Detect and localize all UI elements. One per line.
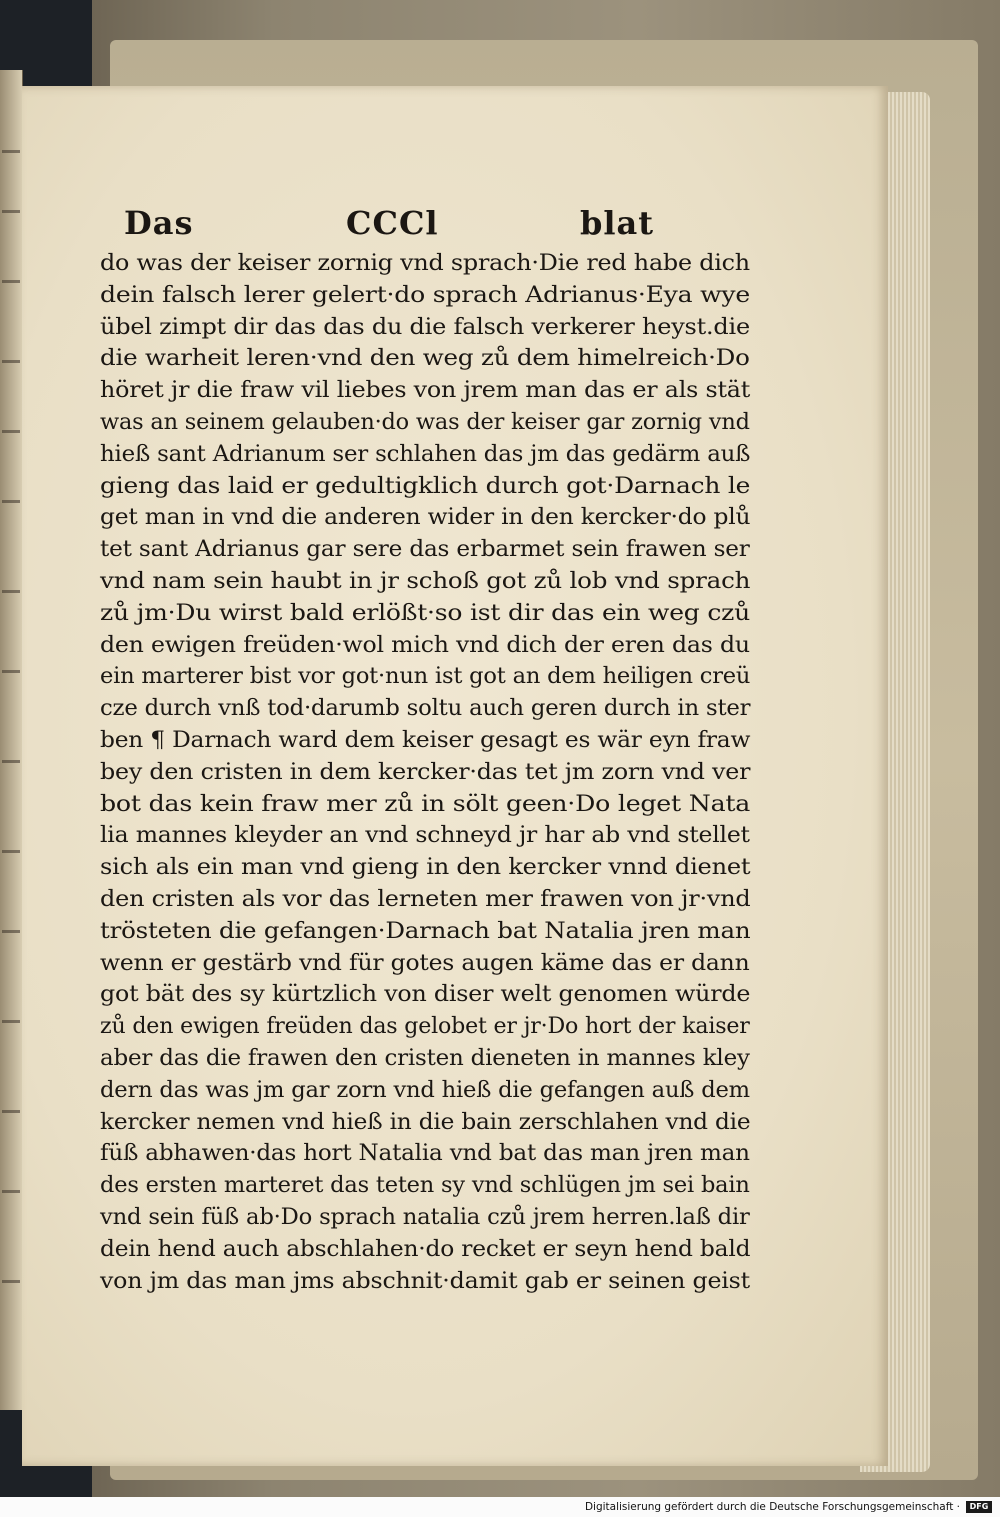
text-line: get man in vnd die anderen wider in den kercker·do plů <box>100 504 751 531</box>
text-line: gieng das laid er gedultigklich durch got·Darnach le <box>100 472 751 499</box>
header-right: blat <box>580 204 655 242</box>
dfg-logo: DFG <box>966 1501 992 1513</box>
text-line: got bät des sy kürtzlich von diser welt genomen würde <box>100 981 751 1008</box>
funding-credit: Digitalisierung gefördert durch die Deutsche Forschungsgemeinschaft · <box>584 1501 960 1513</box>
text-line: cze durch vnß tod·darumb soltu auch geren durch in ster <box>100 695 751 722</box>
text-line: dein falsch lerer gelert·do sprach Adrianus·Eya wye <box>100 281 750 308</box>
text-line: vnd sein füß ab·Do sprach natalia czů jrem herren.laß dir <box>100 1203 750 1230</box>
funding-footer <box>0 1497 1000 1517</box>
text-line: was an seinem gelauben·do was der keiser gar zornig vnd <box>100 408 750 435</box>
text-line: kercker nemen vnd hieß in die bain zerschlahen vnd die <box>100 1108 751 1135</box>
text-line: zů den ewigen freüden das gelobet er jr·Do hort der kaiser <box>100 1013 750 1040</box>
text-line: dein hend auch abschlahen·do recket er seyn hend bald <box>100 1235 751 1262</box>
text-line: die warheit leren·vnd den weg zů dem himelreich·Do <box>100 345 750 372</box>
text-line: ein marterer bist vor got·nun ist got an dem heiligen creü <box>100 663 751 690</box>
text-line: bey den cristen in dem kercker·das tet jm zorn vnd ver <box>100 758 751 785</box>
text-line: wenn er gestärb vnd für gotes augen käme das er dann <box>100 949 750 976</box>
text-line: füß abhawen·das hort Natalia vnd bat das man jren man <box>100 1140 750 1167</box>
text-line: lia mannes kleyder an vnd schneyd jr har ab vnd stellet <box>100 822 750 849</box>
text-line: des ersten marteret das teten sy vnd schlügen jm sei bain <box>100 1172 750 1199</box>
text-line: von jm das man jms abschnit·damit gab er seinen geist <box>100 1267 750 1294</box>
text-line: den ewigen freüden·wol mich vnd dich der eren das du <box>100 631 750 658</box>
text-line: zů jm·Du wirst bald erlößt·so ist dir das ein weg czů <box>100 599 751 626</box>
running-header <box>100 204 770 248</box>
text-line: höret jr die fraw vil liebes von jrem man das er als stät <box>100 377 751 404</box>
text-line: den cristen als vor das lerneten mer frawen von jr·vnd <box>100 885 751 912</box>
text-line: bot das kein fraw mer zů in sölt geen·Do leget Nata <box>100 790 751 817</box>
header-left: Das <box>124 204 194 242</box>
folio-number: CCCl <box>346 204 439 242</box>
text-line: ben ¶ Darnach ward dem keiser gesagt es wär eyn fraw <box>100 726 751 753</box>
body-text <box>100 248 770 1297</box>
facing-page-edge <box>0 70 23 1410</box>
page-text-block <box>100 204 770 1297</box>
text-line: tet sant Adrianus gar sere das erbarmet sein frawen ser <box>100 536 750 563</box>
text-line: hieß sant Adrianum ser schlahen das jm das gedärm auß <box>100 440 751 467</box>
book-page <box>22 86 888 1466</box>
text-line: übel zimpt dir das das du die falsch verkerer heyst.die <box>100 313 750 340</box>
text-line: dern das was jm gar zorn vnd hieß die gefangen auß dem <box>100 1076 750 1103</box>
text-line: vnd nam sein haubt in jr schoß got zů lob vnd sprach <box>100 567 751 594</box>
text-line: sich als ein man vnd gieng in den kercker vnnd dienet <box>100 854 751 881</box>
text-line: do was der keiser zornig vnd sprach·Die red habe dich <box>100 250 750 276</box>
text-line: aber das die frawen den cristen dieneten in mannes kley <box>100 1044 750 1071</box>
text-line: trösteten die gefangen·Darnach bat Natalia jren man <box>100 917 751 944</box>
